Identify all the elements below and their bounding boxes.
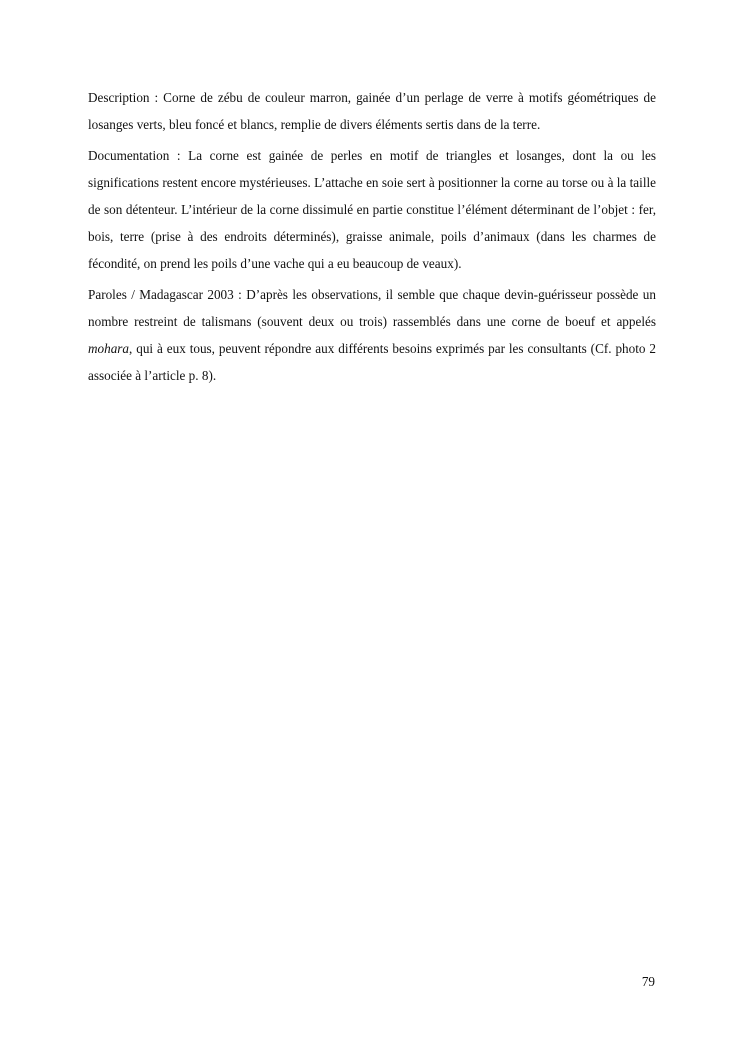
mohara-term: mohara [88, 341, 130, 356]
paroles-text-start: Paroles / Madagascar 2003 : D’après les observations, il semble que chaque devin-guérisseur possède un nombre restreint de talismans (souvent deux ou trois) rassemblés dans une corne de boeuf et appelés [88, 287, 656, 329]
documentation-paragraph: Documentation : La corne est gainée de perles en motif de triangles et losanges, dont la ou les significations restent encore mystérieuses. L’attache en soie sert à positionner la corne au torse ou à la taille de son détenteur. L’intérieur de la corne dissimulé en partie constitue l’élément déterminant de l’objet : fer, bois, terre (prise à des endroits déterminés), graisse animale, poils d’animaux (dans les charmes de fécondité, on prend les poils d’une vache qui a eu beaucoup de veaux). [88, 148, 656, 271]
paroles-text-end: , qui à eux tous, peuvent répondre aux différents besoins exprimés par les consultants (Cf. photo 2 associée à l’article p. 8). [88, 341, 656, 383]
page-number: 79 [641, 974, 655, 989]
body-text [88, 84, 656, 393]
paroles-paragraph [88, 281, 656, 389]
description-paragraph: Description : Corne de zébu de couleur marron, gainée d’un perlage de verre à motifs géométriques de losanges verts, bleu foncé et blancs, remplie de divers éléments sertis dans de la terre. [88, 90, 656, 132]
